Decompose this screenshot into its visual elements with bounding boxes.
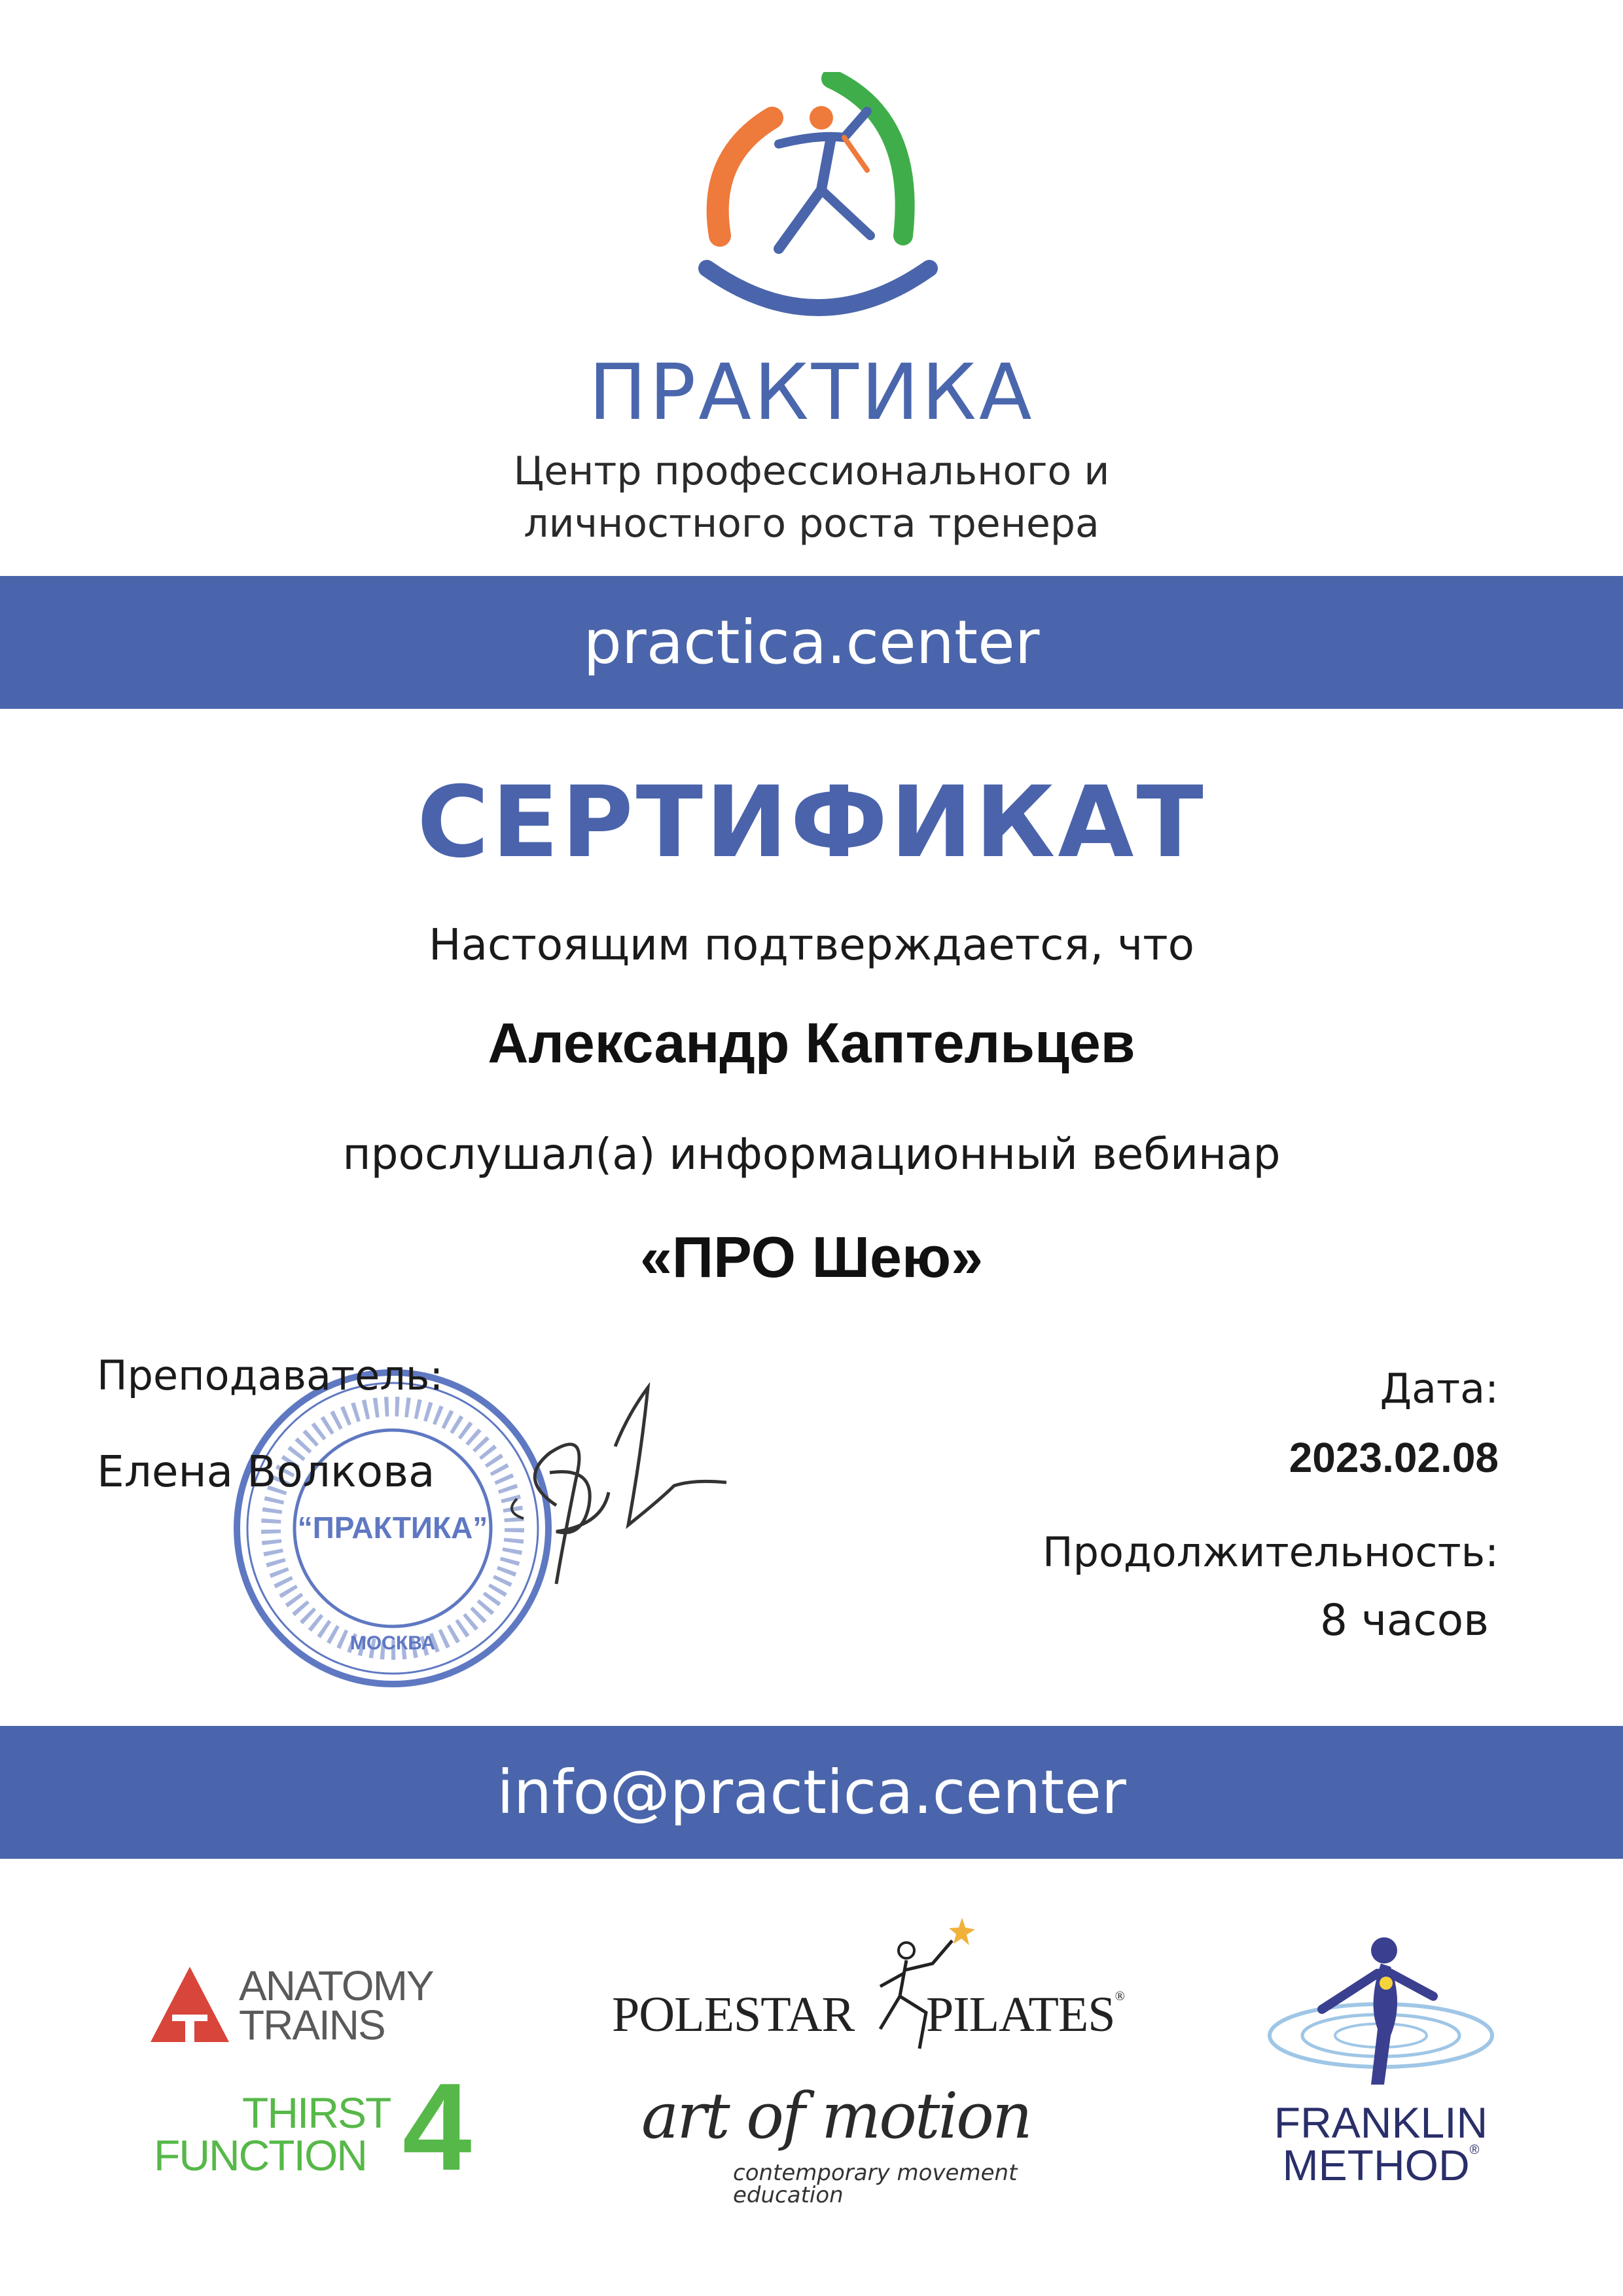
date-label: Дата: [1380, 1365, 1499, 1412]
franklin-dancer-icon [1243, 1931, 1518, 2094]
anatomy-line-1: ANATOMY [239, 1962, 433, 2009]
webinar-title: «ПРО Шею» [639, 1225, 984, 1289]
duration-label: Продолжительность: [1042, 1528, 1499, 1576]
art-of-motion-title: art of motion [641, 2079, 1031, 2153]
brand-name: ПРАКТИКА [588, 347, 1035, 437]
signature-icon [478, 1374, 740, 1597]
certificate-title: СЕРТИФИКАТ [417, 766, 1206, 880]
polestar-pilates-logo [605, 1898, 1129, 2068]
polestar-left-text: POLESTAR [612, 1987, 855, 2042]
anatomy-line-2: TRAINS [239, 2001, 385, 2049]
date-value: 2023.02.08 [1289, 1434, 1499, 1481]
art-of-motion-logo [635, 2079, 1106, 2208]
polestar-right-text: PILATES® [926, 1987, 1124, 2042]
practica-logo-icon [681, 72, 955, 334]
email-band [0, 1726, 1623, 1859]
thirst-function-logo [151, 2058, 491, 2197]
thirst-line-2: FUNCTION [154, 2131, 366, 2179]
thirst-number: 4 [402, 2058, 472, 2197]
website-link[interactable]: practica.center [583, 607, 1040, 677]
teacher-name: Елена Волкова [97, 1446, 435, 1497]
website-band [0, 576, 1623, 709]
thirst-line-1: THIRST [242, 2089, 391, 2137]
listened-text: прослушал(а) информационный вебинар [342, 1129, 1281, 1179]
franklin-line-1: FRANKLIN [1274, 2098, 1488, 2147]
franklin-method-word: METHOD [1282, 2141, 1470, 2189]
art-of-motion-subtitle: contemporary movement education [733, 2160, 1018, 2208]
stamp-bottom-text: МОСКВА [349, 1632, 436, 1654]
franklin-line-2: METHOD® [1282, 2141, 1480, 2189]
confirm-text: Настоящим подтверждается, что [428, 920, 1195, 970]
tagline-line-2: личностного роста тренера [524, 501, 1099, 547]
stamp-center-text: “ПРАКТИКА” [297, 1511, 488, 1545]
teacher-label: Преподаватель: [97, 1352, 444, 1399]
duration-value: 8 часов [1320, 1595, 1489, 1645]
tagline-line-1: Центр профессионального и [513, 448, 1110, 494]
recipient-name: Александр Каптельцев [488, 1012, 1135, 1075]
anatomy-trains-logo [147, 1957, 474, 2055]
anatomy-trains-triangle-icon [147, 1964, 232, 2049]
email-link[interactable]: info@practica.center [497, 1757, 1126, 1827]
polestar-right-word: PILATES [926, 1987, 1115, 2042]
franklin-method-logo [1243, 1931, 1518, 2193]
